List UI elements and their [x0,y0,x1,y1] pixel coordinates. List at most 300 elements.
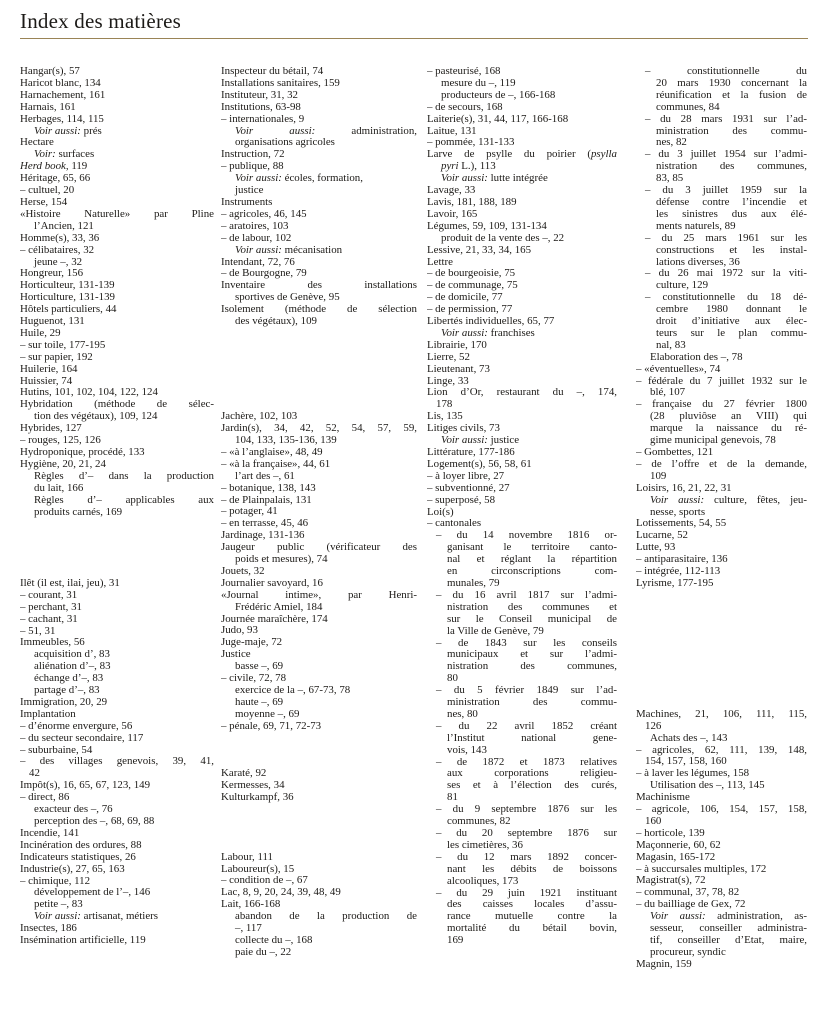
index-entry: Herd book, 119 [20,161,88,173]
index-entry: – chimique, 112 [20,875,91,887]
index-entry: Voir aussi: justice [441,435,520,447]
index-entry: en circonscriptions com- [447,566,617,578]
column-gap [20,542,214,554]
index-entry: – «à l’anglaise», 48, 49 [221,446,323,458]
index-entry: Judo, 93 [221,625,258,637]
index-entry: – publique, 88 [221,161,284,173]
column-gap [636,614,807,626]
index-entry: échange d’–, 83 [34,673,104,685]
index-entry: Jouets, 32 [221,565,265,577]
index-entry: aliénation d’–, 83 [34,661,111,673]
index-entry: poids et mesures), 74 [235,554,328,566]
index-entry: collecte du –, 168 [235,934,313,946]
index-entry: cembre 1980 donnant le [656,304,807,316]
index-entry: – du 29 juin 1921 instituant [436,887,617,899]
index-entry: – suburbaine, 54 [20,744,93,756]
index-entry: Hongreur, 156 [20,268,84,280]
index-entry: Jachère, 102, 103 [221,411,298,423]
index-entry: Intendant, 72, 76 [221,256,295,268]
index-entry: Herse, 154 [20,196,68,208]
index-entry: – constitutionnelle du [645,66,807,77]
index-entry: Lac, 8, 9, 20, 24, 39, 48, 49 [221,887,341,899]
index-entry: Voir aussi: mécanisation [235,244,343,256]
index-entry: – de l’offre et de la demande, [636,458,807,470]
index-entry: – du bailliage de Gex, 72 [636,899,746,911]
index-entry: Inspecteur du bétail, 74 [221,66,324,77]
index-entry: Lettre [427,256,453,268]
column-gap [636,626,807,638]
index-entry: – du 3 juillet 1959 sur la [645,185,807,197]
index-entry: – antiparasitaire, 136 [636,554,728,566]
index-entry: alcooliques, 173 [447,875,519,887]
index-entry: – à laver les légumes, 158 [636,768,750,780]
column-gap [221,828,417,840]
index-entry: – du 9 septembre 1876 sur les [436,804,617,816]
index-entry: communes, 82 [447,816,511,828]
column-gap [221,756,417,768]
index-entry: Jardin(s), 34, 42, 52, 54, 57, 59, [221,423,417,435]
index-entry: Lis, 135 [427,411,463,423]
index-entry: Justice [221,649,251,661]
index-entry: – du 22 avril 1852 créant [436,720,617,732]
index-entry: – 51, 31 [20,625,56,637]
index-entry: Règles d’– applicables aux [34,494,214,506]
index-entry: – du 26 mai 1972 sur la viti- [645,268,807,280]
index-entry: Hydroponique, procédé, 133 [20,447,145,458]
index-entry: – communal, 37, 78, 82 [636,887,740,899]
index-entry: produits carnés, 169 [34,506,123,518]
index-entry: Voir aussi: prés [34,125,102,137]
column-gap [221,340,417,352]
index-entry: Insémination artificielle, 119 [20,935,146,947]
index-entry: – botanique, 138, 143 [221,482,316,494]
index-entry: Lavoir, 165 [427,208,478,220]
index-entry: Héritage, 65, 66 [20,173,91,185]
index-entry: Huissier, 74 [20,375,73,387]
index-entry: culture, 129 [656,280,709,292]
index-entry: Isolement (méthode de sélection [221,304,417,316]
index-entry: Logement(s), 56, 58, 61 [427,458,532,470]
index-entry: Hectare [20,137,54,149]
index-column-2 [221,66,417,959]
index-entry: Hangar(s), 57 [20,66,80,77]
index-entry: – constitutionnelle du 18 dé- [645,292,807,304]
index-entry: les sinistres dus aux élé- [656,208,807,220]
index-entry: – courant, 31 [20,589,78,601]
index-entry: Harnachement, 161 [20,89,106,101]
index-entry: Machines, 21, 106, 111, 115, [636,708,807,720]
index-entry: Ilêt (il est, ilai, jeu), 31 [20,577,120,589]
index-entry: procureur, syndic [650,946,726,958]
index-entry: Journalier savoyard, 16 [221,577,323,589]
index-entry: Littérature, 177-186 [427,447,515,458]
index-entry: – horticole, 139 [636,827,705,839]
index-entry: – des villages genevois, 39, 41, [20,756,214,768]
index-entry: 109 [650,470,667,482]
index-entry: Voir aussi: culture, fêtes, jeu- [650,494,807,506]
index-entry: – «éventuelles», 74 [636,363,721,375]
index-entry: – agricole, 106, 154, 157, 158, [636,804,807,816]
index-entry: Jaugeur public (vérificateur des [221,542,417,554]
index-entry: – en terrasse, 45, 46 [221,518,309,530]
index-entry: défense contre l’incendie et [656,196,807,208]
index-entry: marque la naissance du ré- [650,423,807,435]
index-entry: nes, 80 [447,708,478,720]
column-gap [221,816,417,828]
index-entry: Lieutenant, 73 [427,363,490,375]
index-entry: 80 [447,673,458,685]
index-entry: – «à la française», 44, 61 [221,458,331,470]
index-entry: constructions et les instal- [656,244,807,256]
column-gap [636,649,807,661]
index-entry: – sur papier, 192 [20,351,93,363]
column-gap [221,328,417,340]
index-entry: nes, 82 [656,137,687,149]
index-entry: Labour, 111 [221,851,273,863]
index-entry: Loisirs, 16, 21, 22, 31 [636,482,732,494]
index-entry: Laitue, 131 [427,125,477,137]
index-entry: Horticulture, 131-139 [20,292,115,304]
column-gap [636,685,807,697]
index-entry: – cachant, 31 [20,613,78,625]
index-entry: blé, 107 [650,387,686,399]
index-entry: Larve de psylle du poirier (psylla [427,149,617,161]
index-entry: Instituteur, 31, 32 [221,89,298,101]
index-entry: – du 14 novembre 1816 or- [436,530,617,542]
index-entry: 154, 157, 158, 160 [645,756,727,768]
index-entry: Magistrat(s), 72 [636,875,706,887]
index-entry: Karaté, 92 [221,768,267,780]
column-gap [221,399,417,411]
index-entry: – agricoles, 46, 145 [221,208,307,220]
index-entry: lations diverses, 36 [656,256,740,268]
index-entry: – intégrée, 112-113 [636,566,721,578]
index-entry: tion des végétaux), 109, 124 [34,411,158,423]
index-entry: – agricoles, 62, 111, 139, 148, [636,744,807,756]
index-entry: Litiges civils, 73 [427,423,500,435]
index-entry: – fédérale du 7 juillet 1932 sur le [636,375,807,387]
index-entry: Lavage, 33 [427,185,476,197]
column-gap [636,637,807,649]
index-entry: teurs sur le plan commu- [656,327,807,339]
index-entry: 160 [645,815,662,827]
index-entry: Haricot blanc, 134 [20,77,101,89]
index-entry: nesse, sports [650,506,706,518]
index-entry: jeune –, 32 [34,256,83,268]
index-entry: Lucarne, 52 [636,530,689,542]
index-entry: Règles d’– dans la production [34,470,214,482]
index-entry: 83, 85 [656,173,684,185]
index-entry: – du 25 mars 1961 sur les [645,232,807,244]
index-entry: – de domicile, 77 [427,292,503,304]
index-entry: – pénale, 69, 71, 72-73 [221,720,322,732]
index-entry: du lait, 166 [34,482,84,494]
index-entry: Libertés individuelles, 65, 77 [427,316,555,328]
index-entry: Inventaire des installations [221,280,417,292]
index-entry: ses et à l’élection des curés, [447,780,617,792]
index-entry: ganisant le territoire canto- [447,542,617,554]
index-entry: l’Ancien, 121 [34,220,94,232]
index-entry: Juge-maje, 72 [221,637,283,649]
index-entry: – du 3 juillet 1954 sur l’admi- [645,149,807,161]
index-entry: Lait, 166-168 [221,899,281,911]
index-entry: Immigration, 20, 29 [20,696,108,708]
index-entry: – du 12 mars 1892 concer- [436,851,617,863]
index-entry: Loi(s) [427,506,454,518]
index-entry: partage d’–, 83 [34,685,100,697]
index-entry: réunification et la fusion de [656,89,807,101]
index-column-4 [636,66,807,971]
index-entry: produit de la vente des –, 22 [441,232,565,244]
index-entry: exacteur des –, 76 [34,804,113,816]
index-entry: – de Plainpalais, 131 [221,494,312,506]
column-gap [221,745,417,757]
column-gap [20,530,214,542]
index-entry: – célibataires, 32 [20,244,95,256]
index-entry: – à loyer libre, 27 [427,470,505,482]
index-entry: Lessive, 21, 33, 34, 165 [427,244,532,256]
index-entry: – condition de –, 67 [221,875,308,887]
index-entry: 178 [436,399,453,411]
column-gap [221,804,417,816]
index-entry: des caisses locales d’assu- [447,899,617,911]
index-entry: – aratoires, 103 [221,220,289,232]
column-gap [221,840,417,852]
index-entry: Horticulteur, 131-139 [20,280,115,292]
index-entry: haute –, 69 [235,696,284,708]
index-entry: nistration des communes et [447,601,617,613]
index-entry: Maçonnerie, 60, 62 [636,839,721,851]
index-entry: Jardinage, 131-136 [221,530,305,542]
index-entry: Harnais, 161 [20,101,76,113]
index-entry: nal, 83 [656,339,686,351]
index-entry: Achats des –, 143 [650,732,728,744]
index-entry: Machinisme [636,792,690,804]
column-gap [636,602,807,614]
index-entry: rance mutuelle contre la [447,911,617,923]
index-entry: Huilerie, 164 [20,363,78,375]
index-entry: Voir aussi: administration, [235,125,417,137]
index-entry: Lotissements, 54, 55 [636,518,727,530]
index-entry: Instruments [221,196,273,208]
index-entry: – potager, 41 [221,506,278,518]
index-entry: ministration des commu- [656,125,807,137]
index-entry: Immeubles, 56 [20,637,85,649]
index-entry: nal et réglant la répartition [447,554,617,566]
column-gap [20,554,214,566]
index-entry: – sur toile, 177-195 [20,339,106,351]
index-entry: Huguenot, 131 [20,316,85,328]
index-entry: Voir aussi: franchises [441,327,535,339]
index-entry: Hybridation (méthode de sélec- [20,399,214,411]
index-entry: – d’énorme envergure, 56 [20,720,133,732]
index-entry: Kermesses, 34 [221,780,285,792]
index-entry: acquisition d’, 83 [34,649,110,661]
index-entry: vois, 143 [447,744,487,756]
index-entry: Légumes, 59, 109, 131-134 [427,220,547,232]
header-divider [20,38,808,39]
index-entry: Lavis, 181, 188, 189 [427,196,517,208]
index-entry: Lion d’Or, restaurant du –, 174, [427,387,617,399]
index-entry: Instruction, 72 [221,149,285,161]
index-entry: pyri L.), 113 [441,161,496,173]
index-entry: paie du –, 22 [235,946,292,958]
index-entry: Incendie, 141 [20,827,80,839]
index-entry: Lierre, 52 [427,351,470,363]
index-entry: – rouges, 125, 126 [20,435,101,447]
index-entry: –, 117 [235,923,262,935]
index-entry: nistration des communes, [447,661,617,673]
index-entry: aux corporations religieu- [447,768,617,780]
index-entry: Industrie(s), 27, 65, 163 [20,863,125,875]
index-entry: exercice de la –, 67-73, 78 [235,685,351,697]
index-entry: Hygiène, 20, 21, 24 [20,458,106,470]
index-entry: producteurs de –, 166-168 [441,89,556,101]
column-gap [221,376,417,388]
index-entry: Installations sanitaires, 159 [221,77,340,89]
index-entry: justice [235,185,264,197]
index-entry: – de 1843 sur les conseils [436,637,617,649]
index-entry: Hôtels particuliers, 44 [20,304,117,316]
index-entry: – civile, 72, 78 [221,673,287,685]
index-entry: – perchant, 31 [20,601,82,613]
index-entry: Elaboration des –, 78 [650,351,743,363]
index-entry: – direct, 86 [20,792,70,804]
index-entry: tif, conseiller d’Etat, maire, [650,935,807,946]
column-gap [636,590,807,602]
index-entry: Laiterie(s), 31, 44, 117, 166-168 [427,113,569,125]
index-entry: sportives de Genève, 95 [235,292,340,304]
column-gap [636,673,807,685]
index-entry: – française du 27 février 1800 [636,399,807,411]
index-entry: Lutte, 93 [636,542,676,554]
index-entry: ministration des commu- [447,697,617,709]
index-entry: Librairie, 170 [427,339,487,351]
column-gap [221,733,417,745]
index-entry: nistration des communes, [656,161,807,173]
index-entry: – cultuel, 20 [20,185,75,197]
index-entry: sesseur, conseiller administra- [650,923,807,935]
index-entry: – du 20 septembre 1876 sur [436,828,617,839]
column-gap [221,387,417,399]
index-entry: 81 [447,792,458,804]
index-entry: Voir: surfaces [34,149,95,161]
column-gap [636,661,807,673]
page-title: Index des matières [20,9,182,33]
index-entry: – de labour, 102 [221,232,292,244]
index-entry: – de communage, 75 [427,280,518,292]
index-entry: – de bourgeoisie, 75 [427,268,516,280]
index-entry: moyenne –, 69 [235,708,300,720]
column-gap [636,697,807,709]
index-entry: – de permission, 77 [427,304,513,316]
index-entry: – du 5 février 1849 sur l’ad- [436,685,617,697]
index-entry: – à succursales multiples, 172 [636,863,767,875]
index-entry: mesure du –, 119 [441,77,516,89]
index-entry: Journée maraîchère, 174 [221,613,328,625]
index-entry: – pommée, 131-133 [427,137,515,149]
index-entry: Lyrisme, 177-195 [636,577,714,589]
column-gap [20,566,214,578]
index-entry: Voir aussi: administration, as- [650,911,807,923]
index-entry: Impôt(s), 16, 65, 67, 123, 149 [20,780,151,792]
index-entry: – Gombettes, 121 [636,447,714,458]
index-entry: droit d’initiative aux élec- [656,316,807,328]
index-entry: – de secours, 168 [427,101,503,113]
index-entry: la Ville de Genève, 79 [447,625,544,637]
index-entry: communes, 84 [656,101,720,113]
column-gap [221,364,417,376]
index-entry: gime municipal genevois, 78 [650,435,776,447]
index-entry: 20 mars 1930 concernant la [656,77,807,89]
index-entry: – superposé, 58 [427,494,496,506]
index-entry: – cantonales [427,518,482,530]
index-entry: Voir aussi: lutte intégrée [441,173,548,185]
index-entry: Institutions, 63-98 [221,101,301,113]
index-entry: organisations agricoles [235,137,335,149]
index-entry: basse –, 69 [235,661,284,673]
index-entry: abandon de la production de [235,911,417,923]
index-column-3 [427,66,617,947]
index-entry: – internationales, 9 [221,113,305,125]
index-entry: Huile, 29 [20,327,61,339]
index-entry: Incinération des ordures, 88 [20,839,142,851]
index-entry: des végétaux), 109 [235,316,317,328]
index-entry: municipaux et sur l’admi- [447,649,617,661]
index-entry: l’art des –, 61 [235,470,295,482]
index-entry: Utilisation des –, 113, 145 [650,780,765,792]
index-entry: Herbages, 114, 115 [20,113,104,125]
index-entry: petite –, 83 [34,899,83,911]
index-entry: 42 [29,768,40,780]
index-entry: sur le Conseil municipal de [447,613,617,625]
index-entry: nant les débits de boissons [447,863,617,875]
index-entry: Magasin, 165-172 [636,851,716,863]
index-entry: Kulturkampf, 36 [221,792,294,804]
index-entry: Implantation [20,708,76,720]
index-entry: mortalité du bétail bovin, [447,923,617,935]
index-entry: – subventionné, 27 [427,482,510,494]
index-entry: Hybrides, 127 [20,423,82,435]
index-entry: Laboureur(s), 15 [221,863,295,875]
index-entry: 126 [645,720,662,732]
index-entry: Magnin, 159 [636,958,692,970]
index-entry: les cimetières, 36 [447,839,523,851]
index-entry: – du 28 mars 1931 sur l’ad- [645,113,807,125]
index-entry: développement de l’–, 146 [34,887,151,899]
index-entry: – pasteurisé, 168 [427,66,501,77]
index-entry: – du secteur secondaire, 117 [20,732,144,744]
index-entry: Voir aussi: artisanat, métiers [34,911,159,923]
index-entry: Indicateurs statistiques, 26 [20,851,136,863]
index-entry: munales, 79 [447,577,500,589]
index-entry: 104, 133, 135-136, 139 [235,434,337,446]
index-entry: – de 1872 et 1873 relatives [436,756,617,768]
index-entry: (28 pluviôse an VIII) qui [650,411,807,423]
index-entry: Frédéric Amiel, 184 [235,601,323,613]
index-entry: perception des –, 68, 69, 88 [34,816,155,828]
index-entry: l’Institut national gene- [447,732,617,744]
index-entry: Homme(s), 33, 36 [20,232,100,244]
index-entry: «Histoire Naturelle» par Pline [20,208,214,220]
index-entry: ments naturels, 89 [656,220,736,232]
column-gap [221,352,417,364]
index-column-1 [20,66,214,947]
index-entry: Voir aussi: écoles, formation, [235,173,363,185]
index-entry: – du 16 avril 1817 sur l’admi- [436,589,617,601]
index-entry: «Journal intime», par Henri- [221,589,417,601]
index-entry: Hutins, 101, 102, 104, 122, 124 [20,387,158,399]
